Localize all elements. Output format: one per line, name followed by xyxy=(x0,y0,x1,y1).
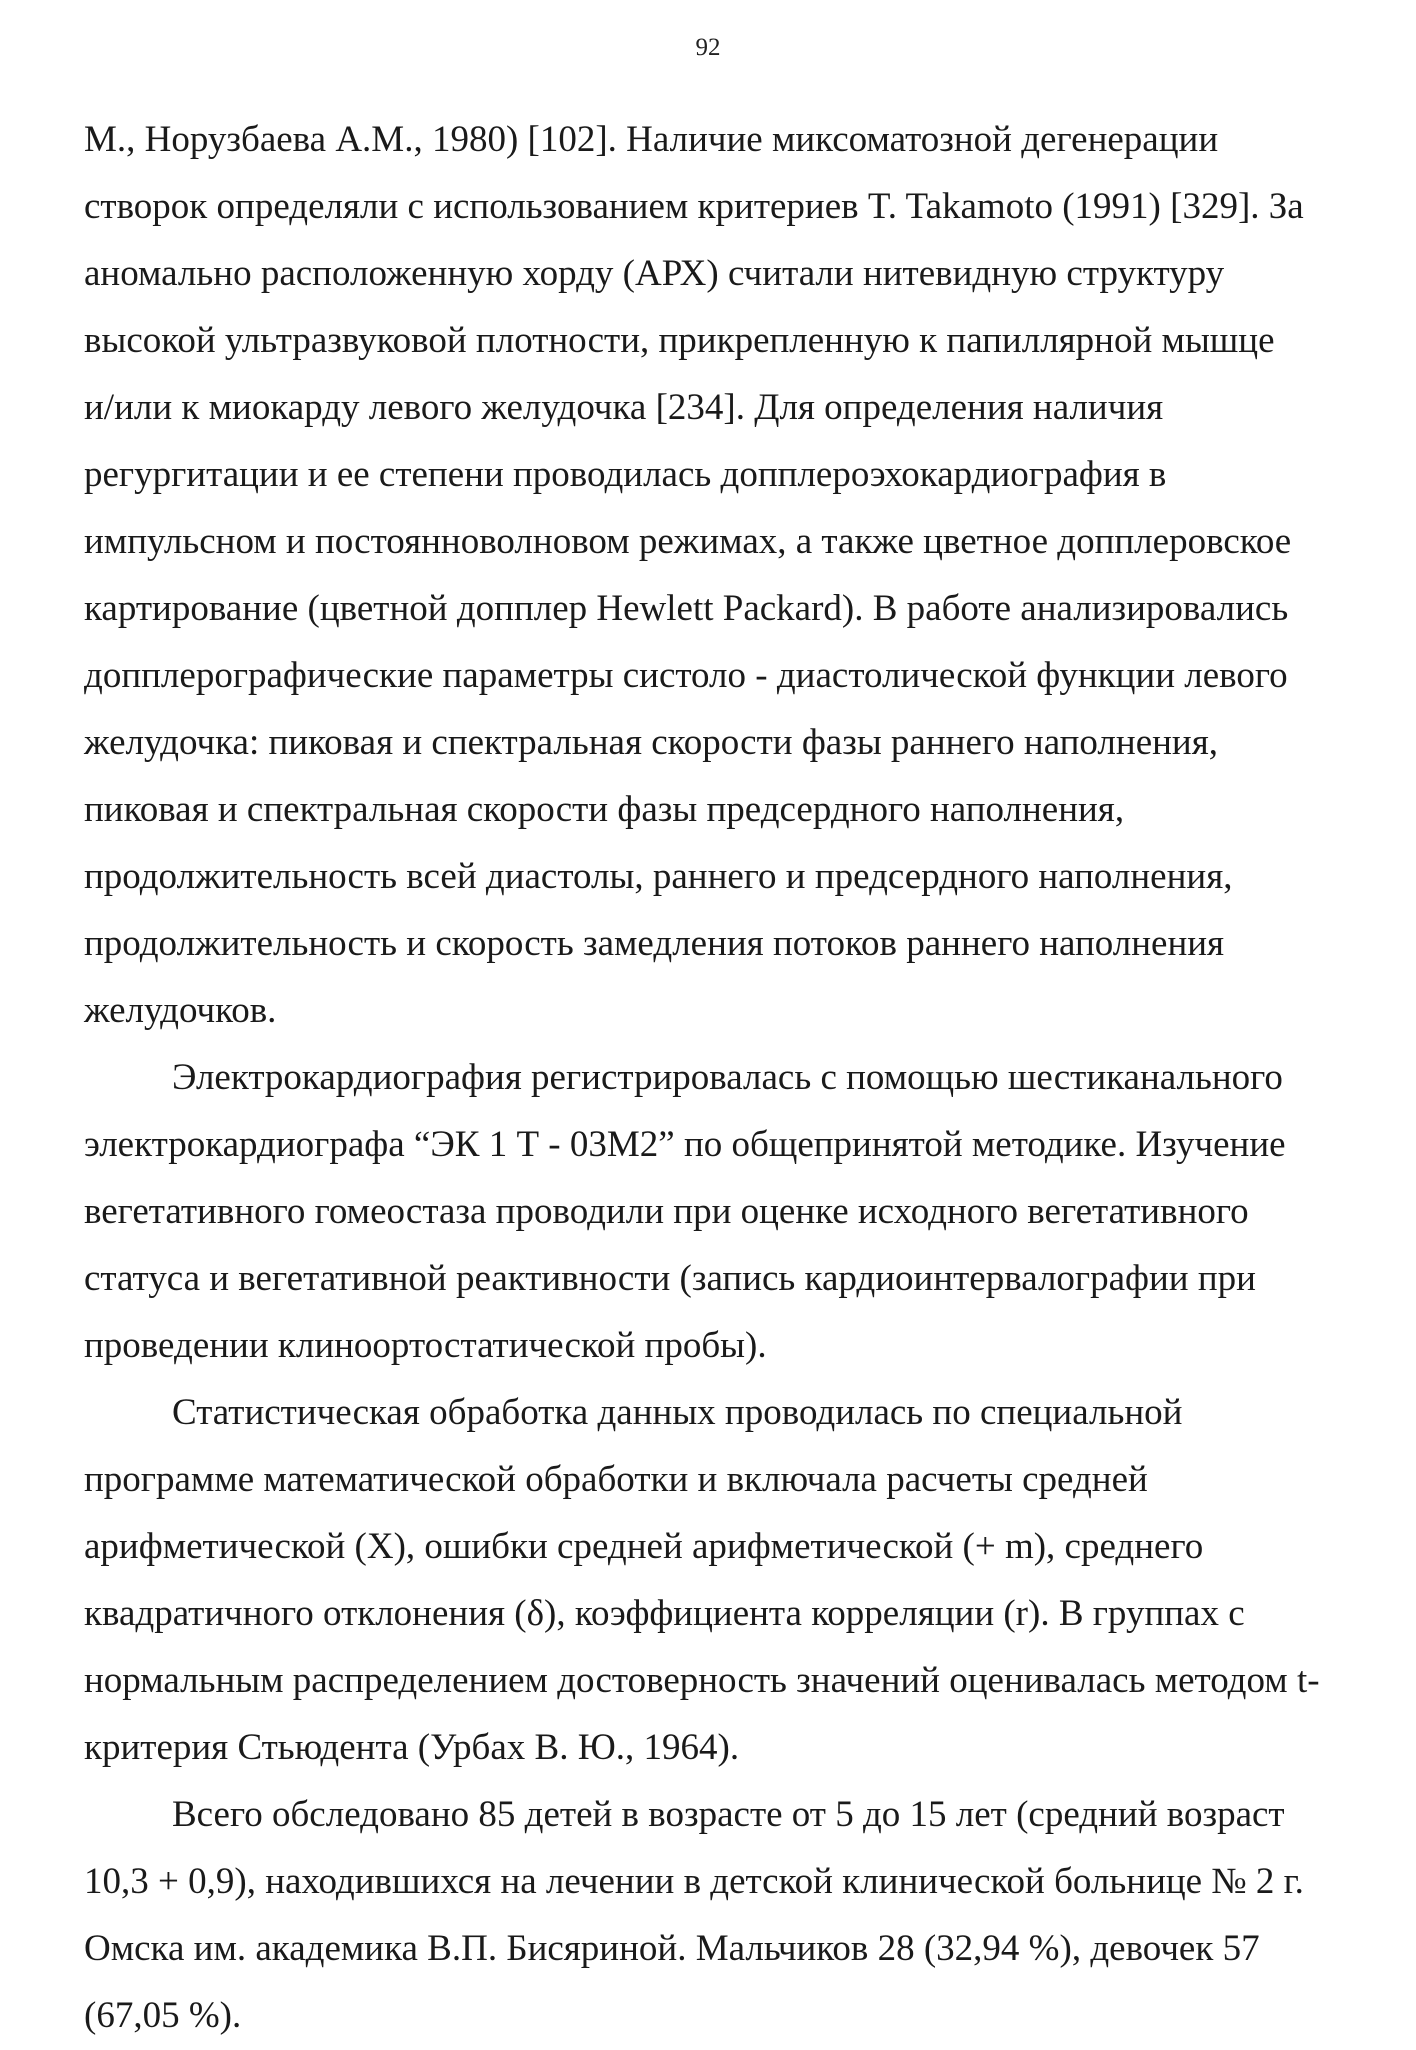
text-line: картирование (цветной допплер Hewlett Packard). В работе анализировались xyxy=(84,588,1289,629)
text-line: квадратичного отклонения (δ), коэффициента корреляции (r). В группах с xyxy=(84,1593,1245,1634)
paragraph-patients xyxy=(84,1781,1350,2049)
text-line: программе математической обработки и включала расчеты средней xyxy=(84,1459,1148,1500)
text-line: критерия Стьюдента (Урбах В. Ю., 1964). xyxy=(84,1727,740,1768)
text-line: (67,05 %). xyxy=(84,1995,242,2036)
text-line: Статистическая обработка данных проводилась по специальной xyxy=(172,1392,1183,1433)
text-line: Всего обследовано 85 детей в возрасте от 5 до 15 лет (средний возраст xyxy=(172,1794,1285,1835)
text-line: проведении клиноортостатической пробы). xyxy=(84,1325,767,1366)
text-line: регургитации и ее степени проводилась допплероэхокардиография в xyxy=(84,454,1167,495)
text-line: желудочков. xyxy=(84,990,277,1031)
text-line: допплерографические параметры систоло - диастолической функции левого xyxy=(84,655,1288,696)
document-body xyxy=(84,106,1350,2049)
text-line: Омска им. академика В.П. Бисяриной. Мальчиков 28 (32,94 %), девочек 57 xyxy=(84,1928,1260,1969)
text-line: Электрокардиография регистрировалась с помощью шестиканального xyxy=(172,1057,1283,1098)
text-line: М., Норузбаева А.М., 1980) [102]. Наличие миксоматозной дегенерации xyxy=(84,119,1219,160)
text-line: вегетативного гомеостаза проводили при оценке исходного вегетативного xyxy=(84,1191,1249,1232)
paragraph-echo-methods xyxy=(84,106,1350,1044)
text-line: статуса и вегетативной реактивности (запись кардиоинтервалографии при xyxy=(84,1258,1256,1299)
text-line: продолжительность всей диастолы, раннего и предсердного наполнения, xyxy=(84,856,1233,897)
text-line: электрокардиографа “ЭК 1 Т - 03М2” по общепринятой методике. Изучение xyxy=(84,1124,1286,1165)
text-line: пиковая и спектральная скорости фазы предсердного наполнения, xyxy=(84,789,1125,830)
page-number: 92 xyxy=(695,34,721,61)
text-line: высокой ультразвуковой плотности, прикрепленную к папиллярной мышце xyxy=(84,320,1275,361)
text-line: и/или к миокарду левого желудочка [234]. Для определения наличия xyxy=(84,387,1164,428)
paragraph-ecg-methods xyxy=(84,1044,1350,1379)
text-line: 10,3 + 0,9), находившихся на лечении в детской клинической больнице № 2 г. xyxy=(84,1861,1304,1902)
text-line: арифметической (X), ошибки средней арифметической (+ m), среднего xyxy=(84,1526,1204,1567)
text-line: продолжительность и скорость замедления потоков раннего наполнения xyxy=(84,923,1225,964)
text-line: желудочка: пиковая и спектральная скорости фазы раннего наполнения, xyxy=(84,722,1218,763)
text-line: створок определяли с использованием критериев T. Takamoto (1991) [329]. За xyxy=(84,186,1304,227)
paragraph-statistics xyxy=(84,1379,1350,1781)
text-line: импульсном и постоянноволновом режимах, а также цветное допплеровское xyxy=(84,521,1292,562)
text-line: нормальным распределением достоверность значений оценивалась методом t- xyxy=(84,1660,1320,1701)
text-line: аномально расположенную хорду (АРХ) считали нитевидную структуру xyxy=(84,253,1225,294)
